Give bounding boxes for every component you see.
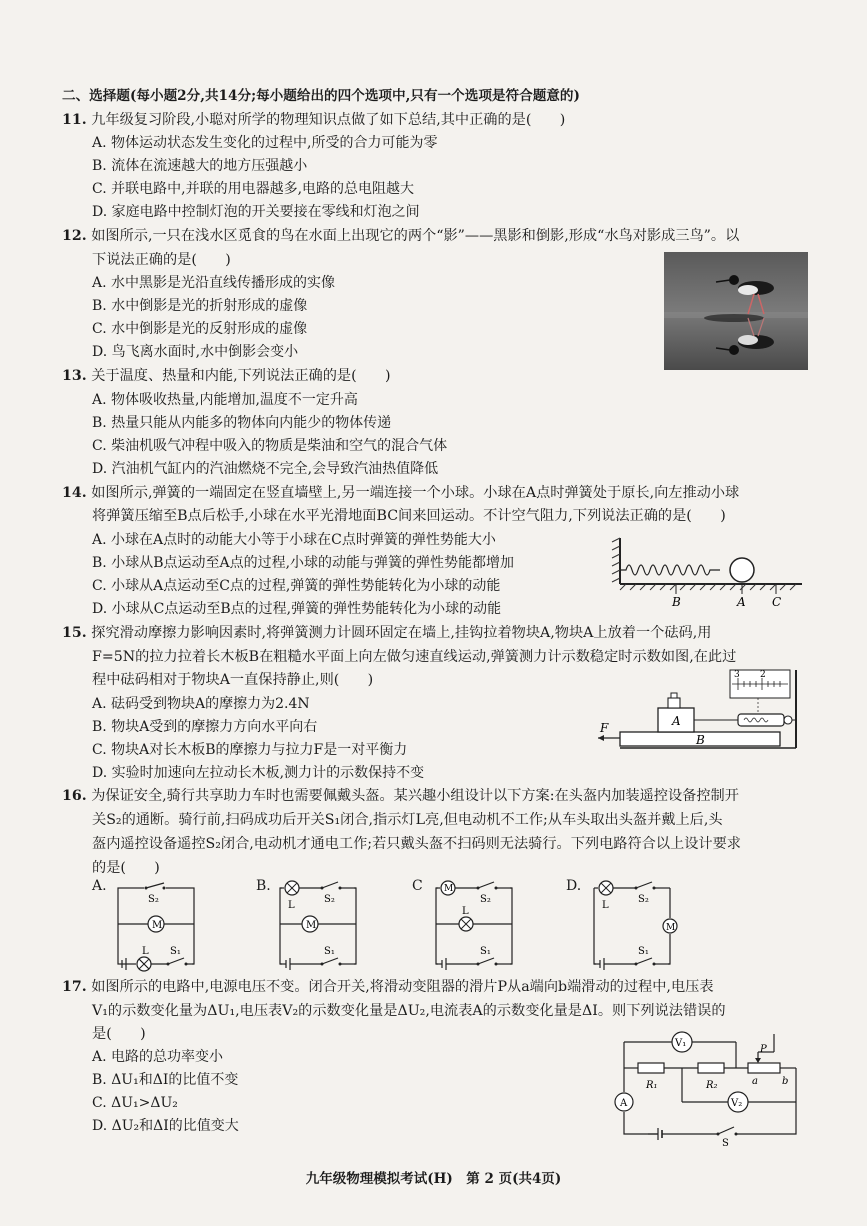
question-stem: 关于温度、热量和内能,下列说法正确的是( ) (91, 368, 391, 384)
label-p: P (760, 1044, 767, 1055)
question-stem-cont: 程中砝码相对于物块A一直保持静止,则( ) (92, 672, 374, 688)
question-stem-cont: 关S₂的通断。骑行前,扫码成功后开关S₁闭合,指示灯L亮,但电动机不工作;从车头取出头盔并戴上后,头 (92, 812, 723, 828)
question-13 (62, 366, 391, 386)
label-ammeter: A (620, 1098, 628, 1109)
option-16a: A. (92, 878, 107, 894)
label-m: M (306, 920, 317, 931)
question-15 (62, 623, 711, 643)
question-11 (62, 110, 565, 130)
option-13c: C. 柴油机吸气冲程中吸入的物质是柴油和空气的混合气体 (92, 438, 448, 454)
option-16d: D. (566, 878, 582, 894)
label-l: L (462, 906, 469, 917)
option-17a: A. 电路的总功率变小 (92, 1049, 224, 1065)
question-number: 17. (62, 979, 87, 995)
question-number: 16. (62, 788, 87, 804)
label-s1: S₁ (170, 946, 181, 957)
label-l: L (288, 900, 295, 911)
label-v1: V₁ (675, 1038, 687, 1049)
question-stem-cont: 盔内遥控设备遥控S₂闭合,电动机才通电工作;若只戴头盔不扫码则无法骑行。下列电路符合以上设计要求 (92, 836, 741, 852)
label-board-b: B (696, 733, 705, 747)
label-l: L (602, 900, 609, 911)
label-c: C (772, 595, 782, 609)
option-13b: B. 热量只能从内能多的物体向内能少的物体传递 (92, 415, 392, 431)
option-16c: C (412, 878, 423, 894)
question-number: 12. (62, 228, 87, 244)
circuit-b (270, 880, 366, 972)
option-17d: D. ΔU₂和ΔI的比值变大 (92, 1118, 239, 1134)
question-stem-cont: 是( ) (92, 1026, 146, 1042)
question-stem: 如图所示,一只在浅水区觅食的鸟在水面上出现它的两个“影”——黑影和倒影,形成“水鸟对影成三鸟”。以 (91, 228, 740, 244)
option-14d: D. 小球从C点运动至B点的过程,弹簧的弹性势能转化为小球的动能 (92, 601, 502, 617)
option-15c: C. 物块A对长木板B的摩擦力与拉力F是一对平衡力 (92, 742, 408, 758)
question-number: 13. (62, 368, 87, 384)
label-s1: S₁ (324, 946, 335, 957)
label-s2: S₂ (480, 894, 491, 905)
option-12a: A. 水中黑影是光沿直线传播形成的实像 (92, 275, 336, 291)
circuit-c (426, 880, 522, 972)
page-footer: 九年级物理模拟考试(H) 第 2 页(共4页) (305, 1171, 562, 1187)
label-m: M (444, 884, 454, 894)
question-stem-cont: 将弹簧压缩至B点后松手,小球在水平光滑地面BC间来回运动。不计空气阻力,下列说法正确的是( ) (92, 508, 726, 524)
label-a: A (737, 595, 746, 609)
friction-figure (598, 664, 808, 756)
scale-mark-right: 2 (760, 670, 766, 680)
question-14 (62, 483, 739, 503)
question-stem-cont: F=5N的拉力拉着长木板B在粗糙水平面上向左做匀速直线运动,弹簧测力计示数稳定时示数如图,在此过 (92, 649, 737, 665)
option-15a: A. 砝码受到物块A的摩擦力为2.4N (92, 696, 310, 712)
question-number: 14. (62, 485, 87, 501)
option-11b: B. 流体在流速越大的地方压强越小 (92, 158, 308, 174)
section-header: 二、选择题(每小题2分,共14分;每小题给出的四个选项中,只有一个选项是符合题意的) (62, 88, 580, 104)
option-16b: B. (256, 878, 271, 894)
option-17c: C. ΔU₁>ΔU₂ (92, 1095, 178, 1111)
label-v2: V₂ (731, 1098, 743, 1109)
label-end-b: b (782, 1076, 789, 1087)
question-16 (62, 786, 739, 806)
option-14c: C. 小球从A点运动至C点的过程,弹簧的弹性势能转化为小球的动能 (92, 578, 501, 594)
question-stem-cont: 的是( ) (92, 860, 160, 876)
question-stem: 九年级复习阶段,小聪对所学的物理知识点做了如下总结,其中正确的是( ) (91, 112, 566, 128)
option-14a: A. 小球在A点时的动能大小等于小球在C点时弹簧的弹性势能大小 (92, 532, 496, 548)
option-17b: B. ΔU₁和ΔI的比值不变 (92, 1072, 239, 1088)
label-force-f: F (600, 721, 609, 735)
question-number: 15. (62, 625, 87, 641)
option-15b: B. 物块A受到的摩擦力方向水平向右 (92, 719, 318, 735)
option-14b: B. 小球从B点运动至A点的过程,小球的动能与弹簧的弹性势能都增加 (92, 555, 515, 571)
label-m: M (666, 923, 676, 933)
label-s2: S₂ (148, 894, 159, 905)
label-b: B (672, 595, 681, 609)
label-m: M (152, 920, 163, 931)
question-stem-cont: V₁的示数变化量为ΔU₁,电压表V₂的示数变化量是ΔU₂,电流表A的示数变化量是ΔI。则下列说法错误的 (92, 1003, 726, 1019)
option-12d: D. 鸟飞离水面时,水中倒影会变小 (92, 344, 299, 360)
question-stem: 为保证安全,骑行共享助力车时也需要佩戴头盔。某兴趣小组设计以下方案:在头盔内加装遥控设备控制开 (91, 788, 739, 804)
circuit-d (584, 880, 680, 972)
label-s1: S₁ (480, 946, 491, 957)
question-17 (62, 977, 714, 997)
spring-figure (606, 530, 806, 610)
question-stem: 探究滑动摩擦力影响因素时,将弹簧测力计圆环固定在墙上,挂钩拉着物块A,物块A上放着一个砝码,用 (91, 625, 712, 641)
label-r2: R₂ (706, 1080, 718, 1091)
label-s2: S₂ (324, 894, 335, 905)
question-stem: 如图所示,弹簧的一端固定在竖直墙壁上,另一端连接一个小球。小球在A点时弹簧处于原长,向左推动小球 (91, 485, 740, 501)
label-block-a: A (672, 714, 681, 728)
question-12 (62, 226, 739, 246)
label-s2: S₂ (638, 894, 649, 905)
option-13a: A. 物体吸收热量,内能增加,温度不一定升高 (92, 392, 358, 408)
option-11a: A. 物体运动状态发生变化的过程中,所受的合力可能为零 (92, 135, 438, 151)
option-11c: C. 并联电路中,并联的用电器越多,电路的总电阻越大 (92, 181, 415, 197)
circuit-17 (608, 1022, 804, 1146)
option-13d: D. 汽油机气缸内的汽油燃烧不完全,会导致汽油热值降低 (92, 461, 439, 477)
label-r1: R₁ (646, 1080, 658, 1091)
question-stem-cont: 下说法正确的是( ) (92, 252, 231, 268)
option-15d: D. 实验时加速向左拉动长木板,测力计的示数保持不变 (92, 765, 425, 781)
label-switch-s: S (722, 1138, 729, 1146)
label-end-a: a (752, 1076, 758, 1087)
bird-photo (664, 252, 808, 370)
question-stem: 如图所示的电路中,电源电压不变。闭合开关,将滑动变阻器的滑片P从a端向b端滑动的过程中,电压表 (91, 979, 714, 995)
scale-mark-left: 3 (734, 670, 740, 680)
label-s1: S₁ (638, 946, 649, 957)
option-12c: C. 水中倒影是光的反射形成的虚像 (92, 321, 308, 337)
question-number: 11. (62, 112, 87, 128)
circuit-a (108, 880, 204, 972)
option-12b: B. 水中倒影是光的折射形成的虚像 (92, 298, 308, 314)
option-11d: D. 家庭电路中控制灯泡的开关要接在零线和灯泡之间 (92, 204, 420, 220)
label-l: L (142, 946, 149, 957)
